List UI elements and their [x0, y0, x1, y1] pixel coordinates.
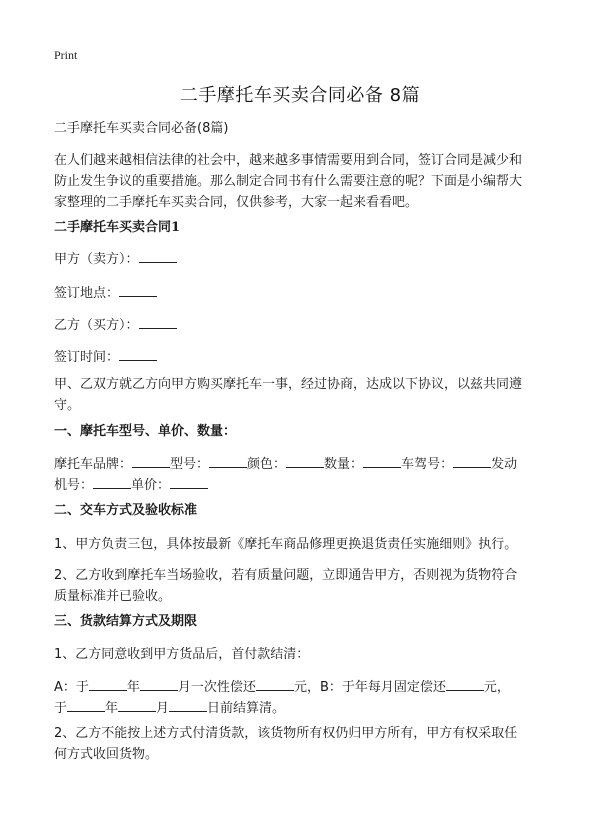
brand-blank [132, 455, 170, 468]
option-a-month-label: 月一次性偿还 [177, 680, 256, 695]
quantity-blank [363, 455, 401, 468]
engine-no-label-part1: 发动 [491, 457, 518, 472]
agreement-line: 守。 [54, 398, 81, 413]
option-a-amount-blank [256, 678, 294, 691]
option-b-month-blank [118, 699, 156, 712]
engine-no-label-part2: 机号： [54, 478, 94, 493]
section3-item2 [54, 723, 554, 765]
sign-place-field [54, 284, 554, 304]
section2-item2 [54, 565, 554, 607]
option-a-month-blank [140, 678, 178, 691]
option-a-year-blank [89, 678, 127, 691]
section2-item1: 1、甲方负责三包，具体按最新《摩托车商品修理更换退货责任实施细则》执行。 [54, 537, 518, 552]
intro-paragraph [54, 150, 554, 213]
option-a-year-label: 年 [126, 680, 140, 695]
section1-fields [54, 454, 554, 496]
engine-no-blank [93, 476, 131, 489]
color-label: 颜色： [247, 457, 287, 472]
agreement-paragraph [54, 374, 554, 416]
option-b-amount-blank [446, 678, 484, 691]
sign-place-label: 签订地点： [54, 286, 120, 301]
intro-line: 防止发生争议的重要措施。那么制定合同书有什么需要注意的呢？下面是小编帮大 [54, 174, 523, 189]
unit-price-blank [170, 476, 208, 489]
quantity-label: 数量： [324, 457, 364, 472]
option-a-prefix: A：于 [54, 680, 89, 695]
frame-no-blank [453, 455, 491, 468]
party-b-label: 乙方（买方）： [54, 318, 139, 333]
sign-place-blank [119, 284, 157, 297]
intro-line: 家整理的二手摩托车买卖合同，仅供参考，大家一起来看看吧。 [54, 195, 419, 210]
section3-item2-line: 2、乙方不能按上述方式付清货款，该货物所有权仍归甲方所有，甲方有权采取任 [54, 726, 518, 741]
party-b-blank [139, 316, 177, 329]
sign-time-blank [119, 348, 157, 361]
option-b-suffix: 日前结算清。 [207, 701, 286, 716]
section1-heading: 一、摩托车型号、单价、数量： [54, 424, 237, 439]
party-b-field [54, 316, 554, 336]
section2-item2-line: 质量标准并已验收。 [54, 589, 172, 604]
model-blank [209, 455, 247, 468]
sign-time-field [54, 348, 554, 368]
party-a-label: 甲方（卖方）： [54, 252, 139, 267]
option-b-month-label: 月 [156, 701, 170, 716]
document-title: 二手摩托车买卖合同必备 8篇 [179, 85, 421, 106]
document-subtitle: 二手摩托车买卖合同必备(8篇) [54, 121, 229, 136]
contract-heading: 二手摩托车买卖合同1 [54, 220, 181, 235]
option-a-yuan-label: 元， [293, 680, 320, 695]
section3-heading: 三、货款结算方式及期限 [54, 614, 198, 629]
intro-line: 在人们越来越相信法律的社会中，越来越多事情需要用到合同，签订合同是减少和 [54, 153, 523, 168]
section3-item1: 1、乙方同意收到甲方货品后，首付款结清： [54, 647, 310, 662]
party-a-blank [139, 250, 177, 263]
section2-heading: 二、交车方式及验收标准 [54, 503, 198, 518]
option-b-day-blank [169, 699, 207, 712]
option-b-year-blank [67, 699, 105, 712]
agreement-line: 甲、乙双方就乙方向甲方购买摩托车一事，经过协商，达成以下协议，以兹共同遵 [54, 377, 523, 392]
section3-item2-line: 何方式收回货物。 [54, 747, 159, 762]
color-blank [286, 455, 324, 468]
option-b-prefix: B：于年每月固定偿还 [319, 680, 446, 695]
payment-options [54, 677, 554, 719]
option-b-year-label: 年 [105, 701, 119, 716]
print-label[interactable]: Print [54, 48, 78, 62]
option-b-yuan-label: 元， [483, 680, 510, 695]
section2-item2-line: 2、乙方收到摩托车当场验收，若有质量问题，立即通告甲方，否则视为货物符合 [54, 568, 518, 583]
brand-label: 摩托车品牌： [54, 457, 133, 472]
party-a-field [54, 250, 554, 270]
sign-time-label: 签订时间： [54, 350, 120, 365]
frame-no-label: 车驾号： [401, 457, 454, 472]
model-label: 型号： [170, 457, 210, 472]
unit-price-label: 单价： [131, 478, 171, 493]
option-b-date-prefix: 于 [54, 701, 68, 716]
